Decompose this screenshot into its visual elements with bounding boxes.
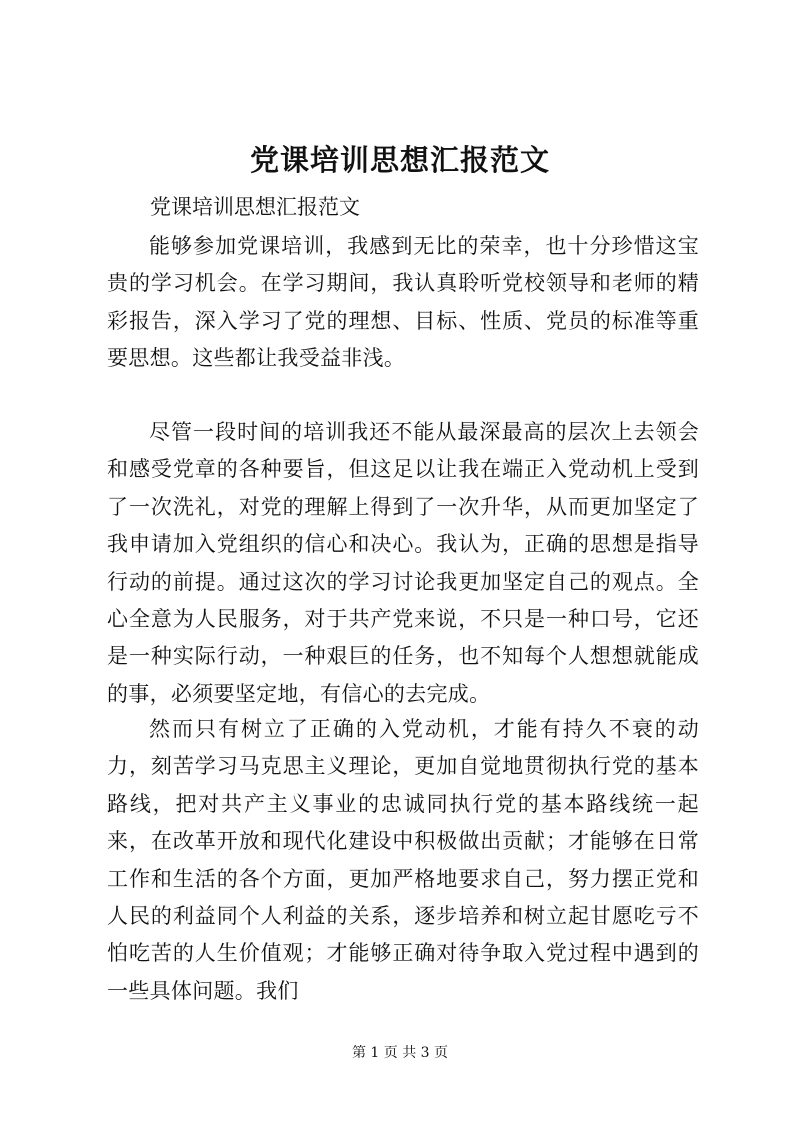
document-subtitle: 党课培训思想汇报范文 xyxy=(150,195,360,219)
page-number-footer: 第 1 页 共 3 页 xyxy=(351,1045,449,1061)
document-title: 党课培训思想汇报范文 xyxy=(249,143,550,177)
body-paragraph-1: 能够参加党课培训，我感到无比的荣幸，也十分珍惜这宝贵的学习机会。在学习期间，我认真聆听党校领导和老师的精彩报告，深入学习了党的理想、目标、性质、党员的标准等重要思想。这些都让我受益非浅。 xyxy=(107,234,699,371)
body-paragraph-2: 尽管一段时间的培训我还不能从最深最高的层次上去领会和感受党章的各种要旨，但这足以让我在端正入党动机上受到了一次洗礼，对党的理解上得到了一次升华，从而更加坚定了我申请加入党组织的信心和决心。我认为，正确的思想是指导行动的前提。通过这次的学习讨论我更加坚定自己的观点。全心全意为人民服务，对于共产党来说，不只是一种口号，它还是一种实际行动，一种艰巨的任务，也不知每个人想想就能成的事，必须要坚定地，有信心的去完成。 xyxy=(107,420,699,706)
body-paragraph-3: 然而只有树立了正确的入党动机，才能有持久不衰的动力，刻苦学习马克思主义理论，更加自觉地贯彻执行党的基本路线，把对共产主义事业的忠诚同执行党的基本路线统一起来，在改革开放和现代化建设中积极做出贡献；才能够在日常工作和生活的各个方面，更加严格地要求自己，努力摆正党和人民的利益同个人利益的关系，逐步培养和树立起甘愿吃亏不怕吃苦的人生价值观；才能够正确对待争取入党过程中遇到的一些具体问题。我们 xyxy=(107,717,699,1003)
